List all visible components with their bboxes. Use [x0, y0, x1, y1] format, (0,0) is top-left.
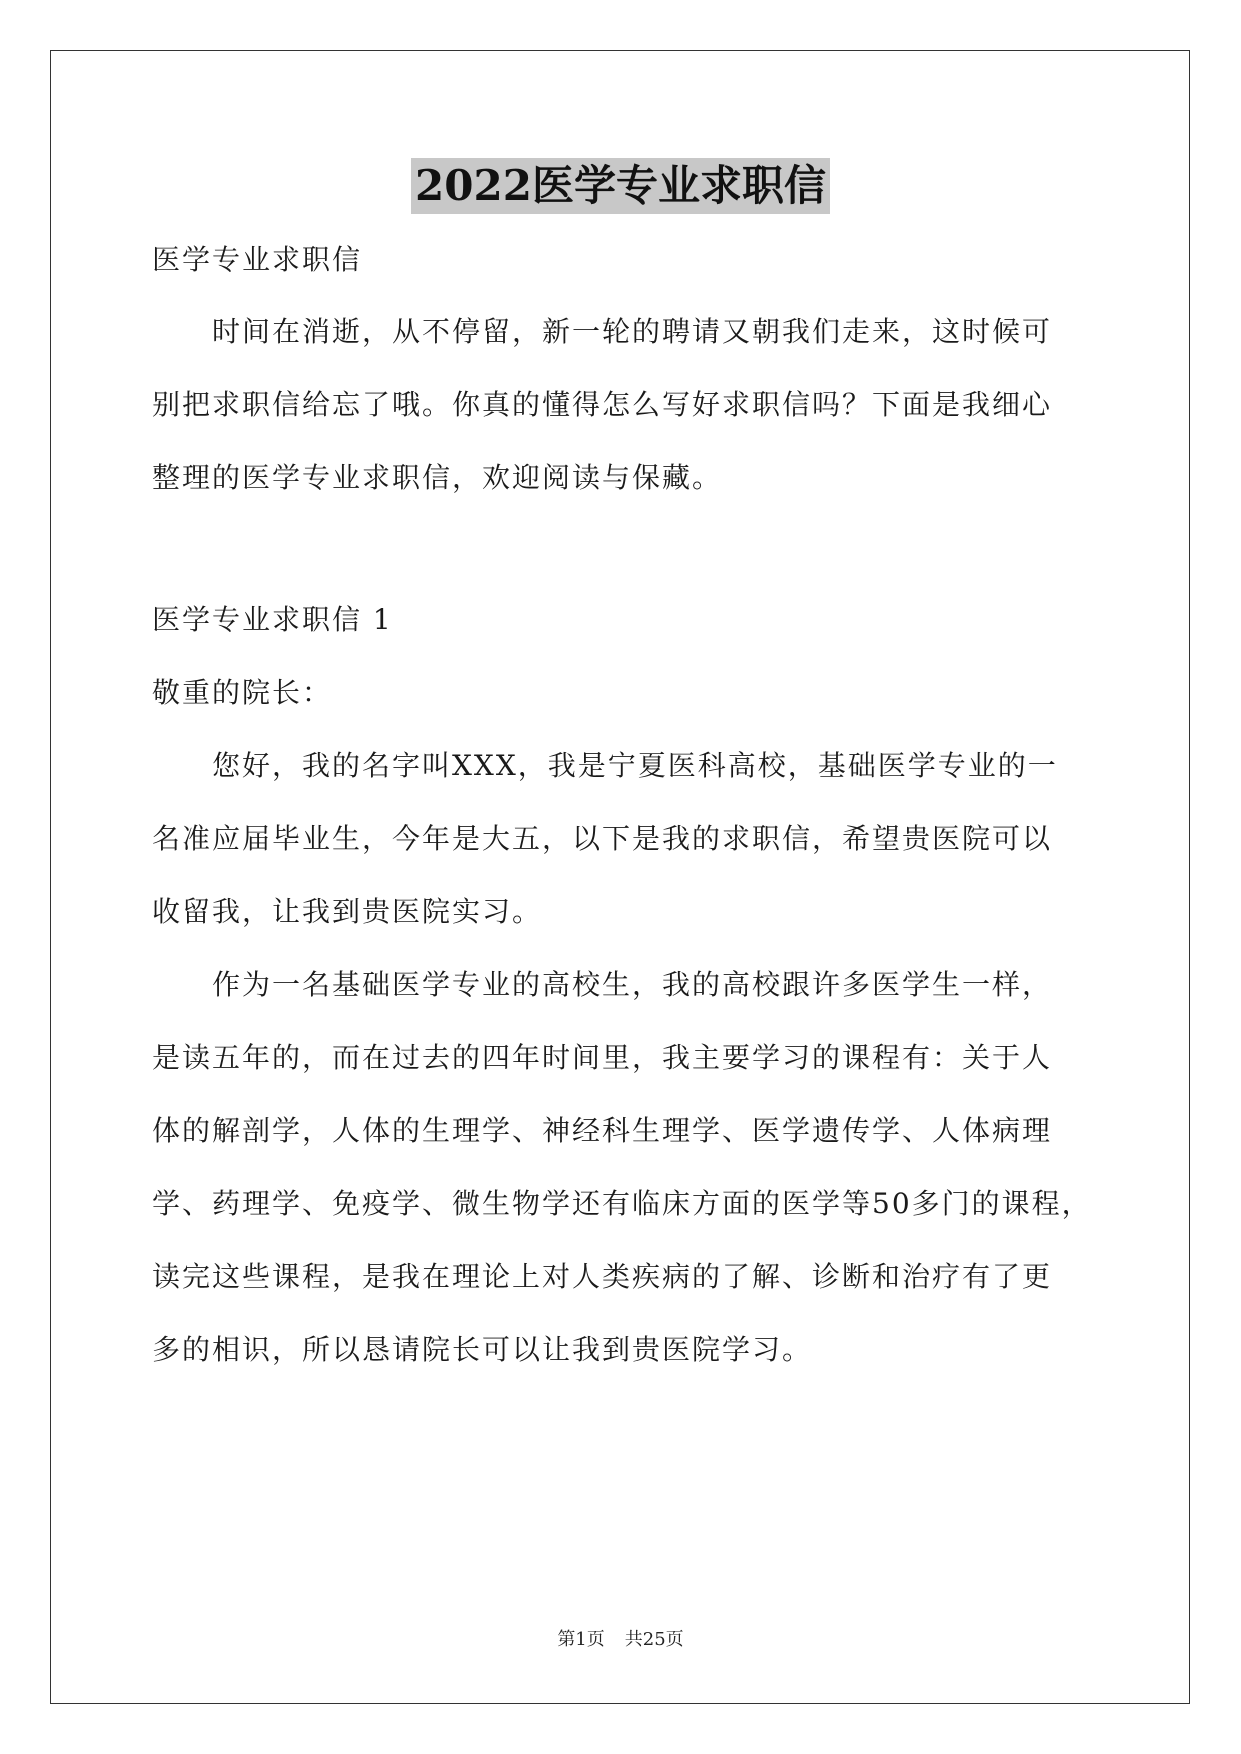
- intro-line: 整理的医学专业求职信，欢迎阅读与保藏。: [152, 461, 723, 494]
- page-number: 第1页: [557, 1629, 605, 1650]
- paragraph-line: 读完这些课程，是我在理论上对人类疾病的了解、诊断和治疗有了更: [152, 1260, 1053, 1293]
- paragraph-line: 作为一名基础医学专业的高校生，我的高校跟许多医学生一样，: [212, 968, 1053, 1001]
- salutation: 敬重的院长：: [152, 676, 333, 709]
- paragraph-line: 学、药理学、免疫学、微生物学还有临床方面的医学等50多门的课程，: [152, 1187, 1092, 1220]
- paragraph-line: 多的相识，所以恳请院长可以让我到贵医院学习。: [152, 1333, 813, 1366]
- page-total: 共25页: [624, 1629, 684, 1650]
- title-wrapper: [0, 158, 1241, 214]
- intro-line: 时间在消逝，从不停留，新一轮的聘请又朝我们走来，这时候可: [212, 315, 1053, 348]
- paragraph-line: 收留我，让我到贵医院实习。: [152, 895, 543, 928]
- paragraph-line: 体的解剖学，人体的生理学、神经科生理学、医学遗传学、人体病理: [152, 1114, 1053, 1147]
- paragraph-line: 您好，我的名字叫XXX，我是宁夏医科高校，基础医学专业的一: [212, 749, 1058, 782]
- intro-line: 别把求职信给忘了哦。你真的懂得怎么写好求职信吗？下面是我细心: [152, 388, 1053, 421]
- intro-heading: 医学专业求职信: [152, 243, 363, 276]
- paragraph-line: 是读五年的，而在过去的四年时间里，我主要学习的课程有：关于人: [152, 1041, 1053, 1074]
- page-footer: [0, 1628, 1241, 1652]
- paragraph-line: 名准应届毕业生，今年是大五，以下是我的求职信，希望贵医院可以: [152, 822, 1053, 855]
- section-heading: 医学专业求职信 1: [152, 603, 393, 636]
- document-title: 2022医学专业求职信: [411, 158, 830, 214]
- page-border: [50, 50, 1190, 1704]
